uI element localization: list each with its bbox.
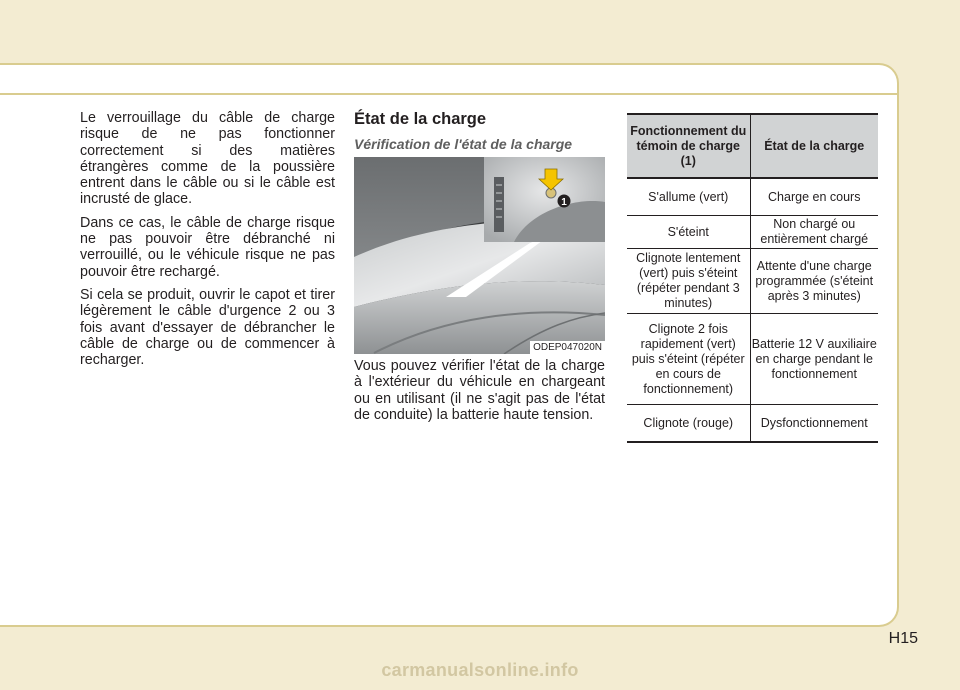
table-cell: Dysfonctionnement (750, 405, 878, 443)
table-row (627, 405, 878, 443)
left-column (80, 110, 335, 375)
table-header-row (627, 114, 878, 178)
charge-indicator-figure (354, 157, 605, 354)
watermark: carmanualsonline.info (381, 660, 579, 680)
column-header: État de la charge (750, 114, 878, 178)
column-header: Fonctionnement du témoin de charge (1) (627, 114, 750, 178)
callout-number: 1 (561, 197, 567, 208)
car-windshield-illustration (354, 157, 605, 354)
table-row (627, 249, 878, 314)
table-row (627, 314, 878, 405)
figure-caption: ODEP047020N (530, 341, 605, 354)
table-cell: Batterie 12 V auxiliaire en charge pendant le fonctionnement (750, 314, 878, 405)
table-cell: Non chargé ou entièrement chargé (750, 216, 878, 249)
table-row (627, 178, 878, 216)
table-cell: S'éteint (627, 216, 750, 249)
table-row (627, 216, 878, 249)
charge-status-table (627, 113, 878, 443)
table-cell: S'allume (vert) (627, 178, 750, 216)
table-cell: Clignote lentement (vert) puis s'éteint (répéter pendant 3 minutes) (627, 249, 750, 314)
table-cell: Charge en cours (750, 178, 878, 216)
header-rule (0, 93, 899, 95)
page-number: H15 (888, 630, 918, 647)
section-body: Vous pouvez vérifier l'état de la charge à l'extérieur du véhicule en chargeant ou en utilisant (il ne s'agit pas de l'état de conduite) la batterie haute tension. (354, 358, 605, 423)
section-title: État de la charge (354, 110, 487, 128)
table-cell: Clignote 2 fois rapidement (vert) puis s'éteint (répéter en cours de fonctionnement) (627, 314, 750, 405)
section-subtitle: Vérification de l'état de la charge (354, 136, 573, 152)
table-cell: Attente d'une charge programmée (s'éteint après 3 minutes) (750, 249, 878, 314)
table-cell: Clignote (rouge) (627, 405, 750, 443)
paragraph: Si cela se produit, ouvrir le capot et tirer légèrement le câble d'urgence 2 ou 3 fois avant d'essayer de débrancher le câble de charge ou de commencer à recharger. (80, 286, 335, 369)
paragraph: Dans ce cas, le câble de charge risque ne pas pouvoir être débranché ni verrouillé, ou le véhicule risque ne pas pouvoir être rechargé. (80, 214, 335, 280)
paragraph: Le verrouillage du câble de charge risque de ne pas fonctionner correctement si des matières étrangères comme de la poussière entrent dans le câble ou si le câble est incrusté de glace. (80, 110, 335, 208)
